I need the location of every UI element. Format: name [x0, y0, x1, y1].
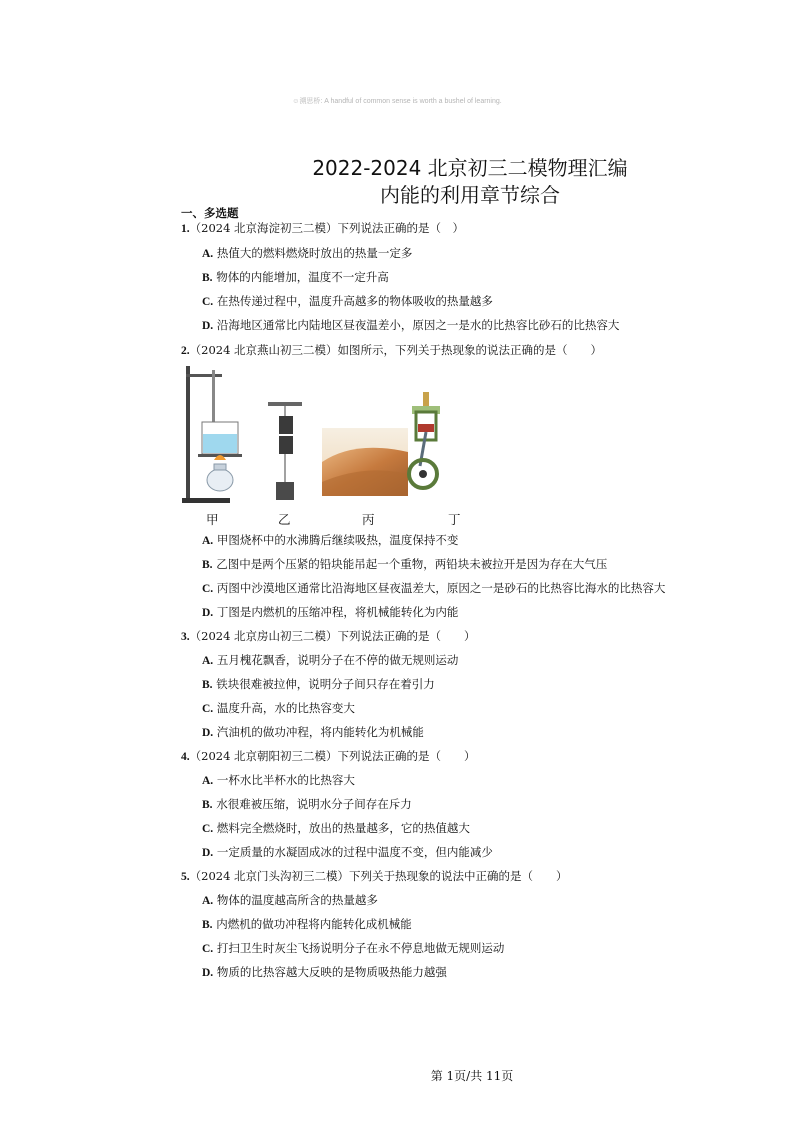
question-5-stem: 5.（2024 北京门头沟初三二模）下列关于热现象的说法中正确的是（ ）	[181, 869, 568, 883]
heat-phenomena-illustration	[180, 364, 440, 506]
figure-jia-boiling-beaker	[182, 366, 242, 503]
figure-caption-yi: 乙	[278, 512, 291, 527]
question-4-stem: 4.（2024 北京朝阳初三二模）下列说法正确的是（ ）	[181, 749, 476, 763]
question-5-option-c: C. 打扫卫生时灰尘飞扬说明分子在永不停息地做无规则运动	[202, 941, 505, 955]
question-2-option-c: C. 丙图中沙漠地区通常比沿海地区昼夜温差大，原因之一是砂石的比热容比海水的比热容大	[202, 581, 666, 595]
question-3-option-d: D. 汽油机的做功冲程，将内能转化为机械能	[202, 725, 424, 739]
figure-caption-bing: 丙	[362, 512, 375, 527]
question-1-option-c: C. 在热传递过程中，温度升高越多的物体吸收的热量越多	[202, 294, 493, 308]
question-5-option-d: D. 物质的比热容越大反映的是物质吸热能力越强	[202, 965, 447, 979]
question-2-option-a: A. 甲图烧杯中的水沸腾后继续吸热，温度保持不变	[202, 533, 459, 547]
figure-bing-desert	[322, 428, 408, 496]
question-4-option-b: B. 水很难被压缩，说明水分子间存在斥力	[202, 797, 412, 811]
figure-caption-ding: 丁	[448, 512, 461, 527]
question-4-option-c: C. 燃料完全燃烧时，放出的热量越多，它的热值越大	[202, 821, 470, 835]
question-5-option-a: A. 物体的温度越高所含的热量越多	[202, 893, 378, 907]
document-title: 2022-2024 北京初三二模物理汇编	[312, 156, 628, 180]
watermark-text: ☺溯思桥: A handful of common sense is worth a bushel of learning.	[292, 98, 502, 105]
figure-ding-engine-cylinder	[409, 392, 440, 488]
question-2-stem: 2.（2024 北京燕山初三二模）如图所示，下列关于热现象的说法正确的是（ ）	[181, 343, 603, 357]
figure-caption-jia: 甲	[206, 512, 219, 527]
question-1-option-b: B. 物体的内能增加，温度不一定升高	[202, 270, 389, 284]
question-1-stem: 1.（2024 北京海淀初三二模）下列说法正确的是（ ）	[181, 221, 465, 235]
question-5-option-b: B. 内燃机的做功冲程将内能转化成机械能	[202, 917, 412, 931]
page-number: 第 1页/共 11页	[430, 1069, 514, 1083]
question-2-option-b: B. 乙图中是两个压紧的铅块能吊起一个重物，两铅块未被拉开是因为存在大气压	[202, 557, 608, 571]
question-3-option-b: B. 铁块很难被拉伸，说明分子间只存在着引力	[202, 677, 435, 691]
question-4-option-d: D. 一定质量的水凝固成冰的过程中温度不变，但内能减少	[202, 845, 493, 859]
figure-yi-lead-blocks	[268, 402, 302, 500]
question-3-option-c: C. 温度升高，水的比热容变大	[202, 701, 355, 715]
question-4-option-a: A. 一杯水比半杯水的比热容大	[202, 773, 355, 787]
document-subtitle: 内能的利用章节综合	[380, 183, 560, 207]
question-3-option-a: A. 五月槐花飘香，说明分子在不停的做无规则运动	[202, 653, 459, 667]
question-1-option-a: A. 热值大的燃料燃烧时放出的热量一定多	[202, 246, 413, 260]
question-2-option-d: D. 丁图是内燃机的压缩冲程，将机械能转化为内能	[202, 605, 459, 619]
question-1-option-d: D. 沿海地区通常比内陆地区昼夜温差小，原因之一是水的比热容比砂石的比热容大	[202, 318, 620, 332]
section-heading: 一、多选题	[181, 206, 239, 220]
question-2-figures	[180, 364, 440, 524]
question-3-stem: 3.（2024 北京房山初三二模）下列说法正确的是（ ）	[181, 629, 476, 643]
